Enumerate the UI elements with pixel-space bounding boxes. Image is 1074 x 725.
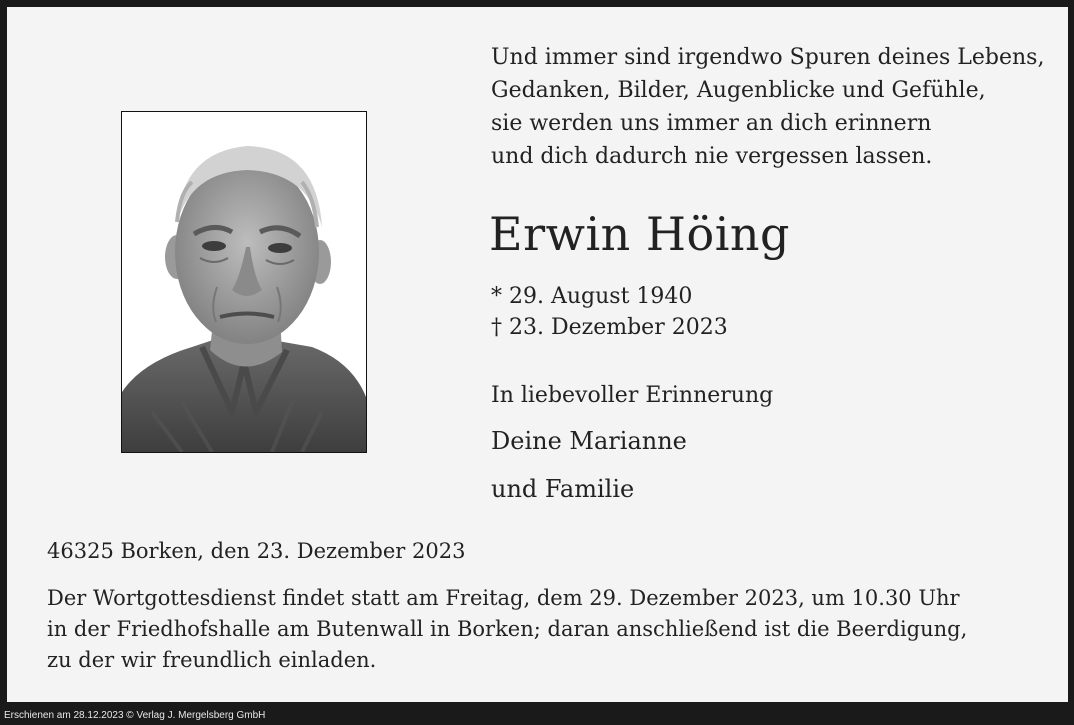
death-date: † 23. Dezember 2023 — [491, 315, 728, 340]
remembrance-intro: In liebevoller Erinnerung — [491, 383, 774, 408]
memorial-poem — [491, 41, 1044, 173]
life-dates — [491, 281, 728, 343]
deceased-name: Erwin Höing — [489, 207, 790, 261]
signature-line-1: Deine Marianne — [491, 427, 687, 455]
birth-date: * 29. August 1940 — [491, 284, 693, 309]
service-line: in der Friedhofshalle am Butenwall in Borken; daran anschließend ist die Beerdigung, — [47, 617, 968, 641]
poem-line: sie werden uns immer an dich erinnern — [491, 111, 932, 136]
portrait-photo — [121, 111, 367, 453]
poem-line: und dich dadurch nie vergessen lassen. — [491, 144, 933, 169]
publication-footer: Erschienen am 28.12.2023 © Verlag J. Mergelsberg GmbH — [4, 710, 266, 721]
poem-line: Gedanken, Bilder, Augenblicke und Gefühle, — [491, 78, 986, 103]
service-line: Der Wortgottesdienst findet statt am Freitag, dem 29. Dezember 2023, um 10.30 Uhr — [47, 586, 960, 610]
place-and-date: 46325 Borken, den 23. Dezember 2023 — [47, 539, 466, 563]
obituary-notice — [7, 7, 1068, 702]
signature-line-2: und Familie — [491, 475, 635, 503]
poem-line: Und immer sind irgendwo Spuren deines Lebens, — [491, 45, 1045, 70]
service-info — [47, 583, 967, 676]
service-line: zu der wir freundlich einladen. — [47, 648, 377, 672]
